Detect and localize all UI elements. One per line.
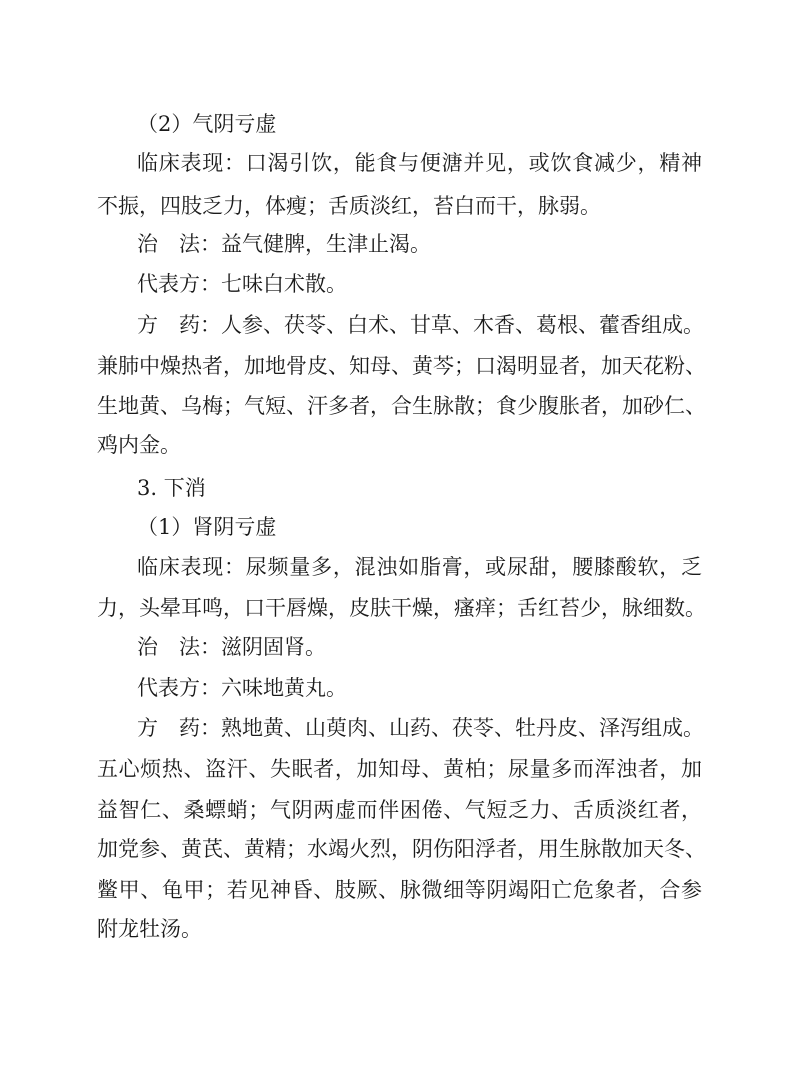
- herbs-2-line-5: 鳖甲、龟甲；若见神昏、肢厥、脉微细等阴竭阳亡危象者，合参: [97, 878, 702, 902]
- herbs-2-line-4: 加党参、黄芪、黄精；水竭火烈，阴伤阳浮者，用生脉散加天冬、: [97, 837, 706, 861]
- treatment-method-2: 治 法：滋阴固肾。: [137, 635, 326, 659]
- clinical-manifestation-line-2: 不振，四肢乏力，体瘦；舌质淡红，苔白而干，脉弱。: [97, 194, 601, 218]
- representative-formula: 代表方：七味白术散。: [137, 272, 347, 296]
- clinical-manifestation-line-1: 临床表现：口渴引饮，能食与便溏并见，或饮食减少，精神: [137, 151, 702, 175]
- herbs-2-line-1: 方 药：熟地黄、山萸肉、山药、茯苓、牡丹皮、泽泻组成。: [137, 716, 704, 740]
- clinical-manifestation-2-line-1: 临床表现：尿频量多，混浊如脂膏，或尿甜，腰膝酸软，乏: [137, 555, 702, 579]
- section-heading-qi-yin-deficiency: （2）气阴亏虚: [137, 112, 277, 136]
- representative-formula-2: 代表方：六味地黄丸。: [137, 676, 347, 700]
- herbs-2-line-3: 益智仁、桑螵蛸；气阴两虚而伴困倦、气短乏力、舌质淡红者，: [97, 798, 702, 822]
- herbs-2-line-2: 五心烦热、盗汗、失眠者，加知母、黄柏；尿量多而浑浊者，加: [97, 757, 702, 781]
- herbs-line-4: 鸡内金。: [97, 433, 181, 457]
- treatment-method: 治 法：益气健脾，生津止渴。: [137, 232, 431, 256]
- herbs-line-3: 生地黄、乌梅；气短、汗多者，合生脉散；食少腹胀者，加砂仁、: [97, 394, 706, 418]
- herbs-2-line-6: 附龙牡汤。: [97, 917, 202, 941]
- herbs-line-1: 方 药：人参、茯苓、白术、甘草、木香、葛根、藿香组成。: [137, 313, 704, 337]
- herbs-line-2: 兼肺中燥热者，加地骨皮、知母、黄芩；口渴明显者，加天花粉、: [97, 354, 706, 378]
- section-heading-kidney-yin-deficiency: （1）肾阴亏虚: [137, 515, 277, 539]
- section-heading-lower-wasting: 3. 下消: [137, 476, 206, 500]
- clinical-manifestation-2-line-2: 力，头晕耳鸣，口干唇燥，皮肤干燥，瘙痒；舌红苔少，脉细数。: [97, 596, 706, 620]
